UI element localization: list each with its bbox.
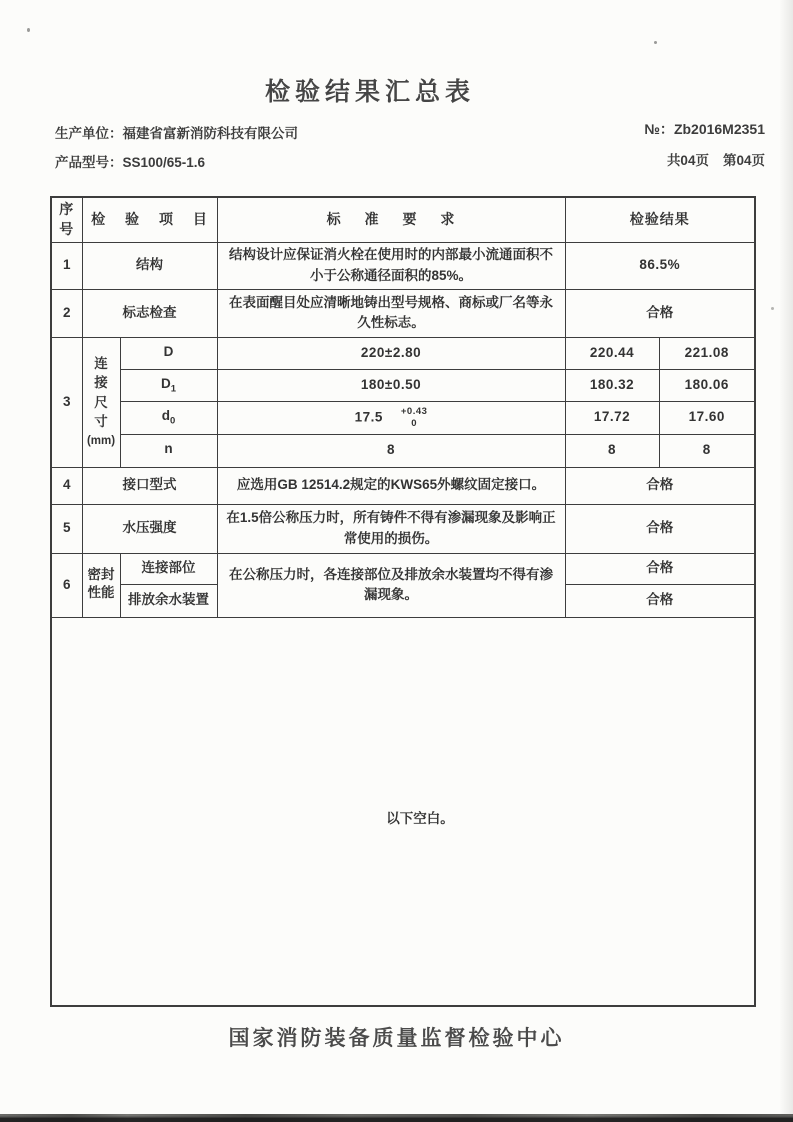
scan-edge-shadow [779,0,793,1122]
dimension-group-label [83,354,120,451]
row-3-dim-d0 [51,401,755,434]
model-value: SS100/65-1.6 [122,155,206,170]
row-5-item: 水压强度 [82,504,217,553]
header-result: 检验结果 [565,197,755,242]
blank-note-cell: 以下空白。 [51,617,755,1006]
d0-tolerance [401,406,428,430]
row-2-marking [51,289,755,337]
param-symbol: n [164,441,173,457]
row-4-no: 4 [51,467,82,504]
row-3-param-n [120,434,217,467]
row-6-no: 6 [51,553,82,617]
param-symbol: D [160,375,171,391]
report-number-value: Zb2016M2351 [673,121,765,137]
param-subscript: 1 [170,383,177,395]
model-label: 产品型号： [55,155,123,170]
producer-value: 福建省富新消防科技有限公司 [122,126,298,141]
d0-tolerance-upper: +0.43 [400,405,428,417]
row-6-result-1: 合格 [565,553,755,584]
model-line [55,151,205,171]
page-title: 检验结果汇总表 [264,78,475,106]
row-1-standard: 结构设计应保证消火栓在使用时的内部最小流通面积不小于公称通径面积的85%。 [217,242,565,289]
row-2-no: 2 [51,289,82,337]
row-3-standard-d0 [217,401,565,434]
param-subscript: 0 [169,415,176,427]
row-6-standard: 在公称压力时，各连接部位及排放余水装置均不得有渗漏现象。 [217,553,565,617]
row-3-standard-n: 8 [217,434,565,467]
pages-total: 共04页 [666,153,709,168]
row-3-result-D1-1: 180.32 [565,369,659,401]
report-number-line [644,119,765,139]
results-table [50,196,756,1007]
d0-tolerance-lower: 0 [411,417,418,429]
row-3-result-D-1: 220.44 [565,337,659,369]
row-3-dim-D [51,337,755,369]
scan-speck [27,28,30,32]
row-1-no: 1 [51,242,82,289]
row-2-item: 标志检查 [82,289,217,337]
row-3-param-D1 [120,369,217,401]
param-symbol: d [161,408,170,424]
row-4-standard: 应选用GB 12514.2规定的KWS65外螺纹固定接口。 [217,467,565,504]
row-6-seal-connection [51,553,755,584]
row-3-param-d0 [120,401,217,434]
row-3-no: 3 [51,337,82,467]
row-4-result: 合格 [565,467,755,504]
header-no-text: 序号 [59,201,75,238]
d0-nominal: 17.5 [354,409,383,425]
seal-group-label: 密封性能 [87,567,115,601]
dimension-group-unit: (mm) [86,435,116,447]
header-item: 检 验 项 目 [82,197,217,242]
row-2-result: 合格 [565,289,755,337]
producer-line [55,122,298,142]
row-3-result-n-2: 8 [659,434,755,467]
row-3-result-n-1: 8 [565,434,659,467]
row-1-item: 结构 [82,242,217,289]
row-4-item: 接口型式 [82,467,217,504]
row-4-interface [51,467,755,504]
param-symbol: D [163,343,174,359]
row-5-hydro [51,504,755,553]
row-6-result-2: 合格 [565,584,755,617]
row-3-result-D-2: 221.08 [659,337,755,369]
row-5-result: 合格 [565,504,755,553]
row-3-standard-D: 220±2.80 [217,337,565,369]
row-3-group [82,337,120,467]
row-5-standard: 在1.5倍公称压力时，所有铸件不得有渗漏现象及影响正常使用的损伤。 [217,504,565,553]
row-2-standard: 在表面醒目处应清晰地铸出型号规格、商标或厂名等永久性标志。 [217,289,565,337]
row-1-result: 86.5% [565,242,755,289]
header-row [51,197,755,242]
scan-speck [654,41,657,44]
dimension-group-chars: 连接尺寸 [94,355,108,430]
header-no [51,197,82,242]
row-3-dim-n [51,434,755,467]
row-5-no: 5 [51,504,82,553]
pages-current: 第04页 [722,153,765,168]
row-blank [51,617,755,1006]
producer-label: 生产单位： [55,126,123,141]
header-standard: 标 准 要 求 [217,197,565,242]
row-3-standard-D1: 180±0.50 [217,369,565,401]
row-3-dim-D1 [51,369,755,401]
row-1-structure [51,242,755,289]
scan-bottom-edge [0,1114,793,1122]
row-3-result-d0-1: 17.72 [565,401,659,434]
row-6-sub-1: 连接部位 [120,553,217,584]
issuing-center-footer: 国家消防装备质量监督检验中心 [228,1027,565,1050]
page-count-line [667,149,765,169]
scan-speck [771,307,774,310]
row-3-result-D1-2: 180.06 [659,369,755,401]
row-3-result-d0-2: 17.60 [659,401,755,434]
row-6-sub-2: 排放余水装置 [120,584,217,617]
report-number-label: №： [644,121,674,137]
row-6-group [82,553,120,617]
row-3-param-D [120,337,217,369]
